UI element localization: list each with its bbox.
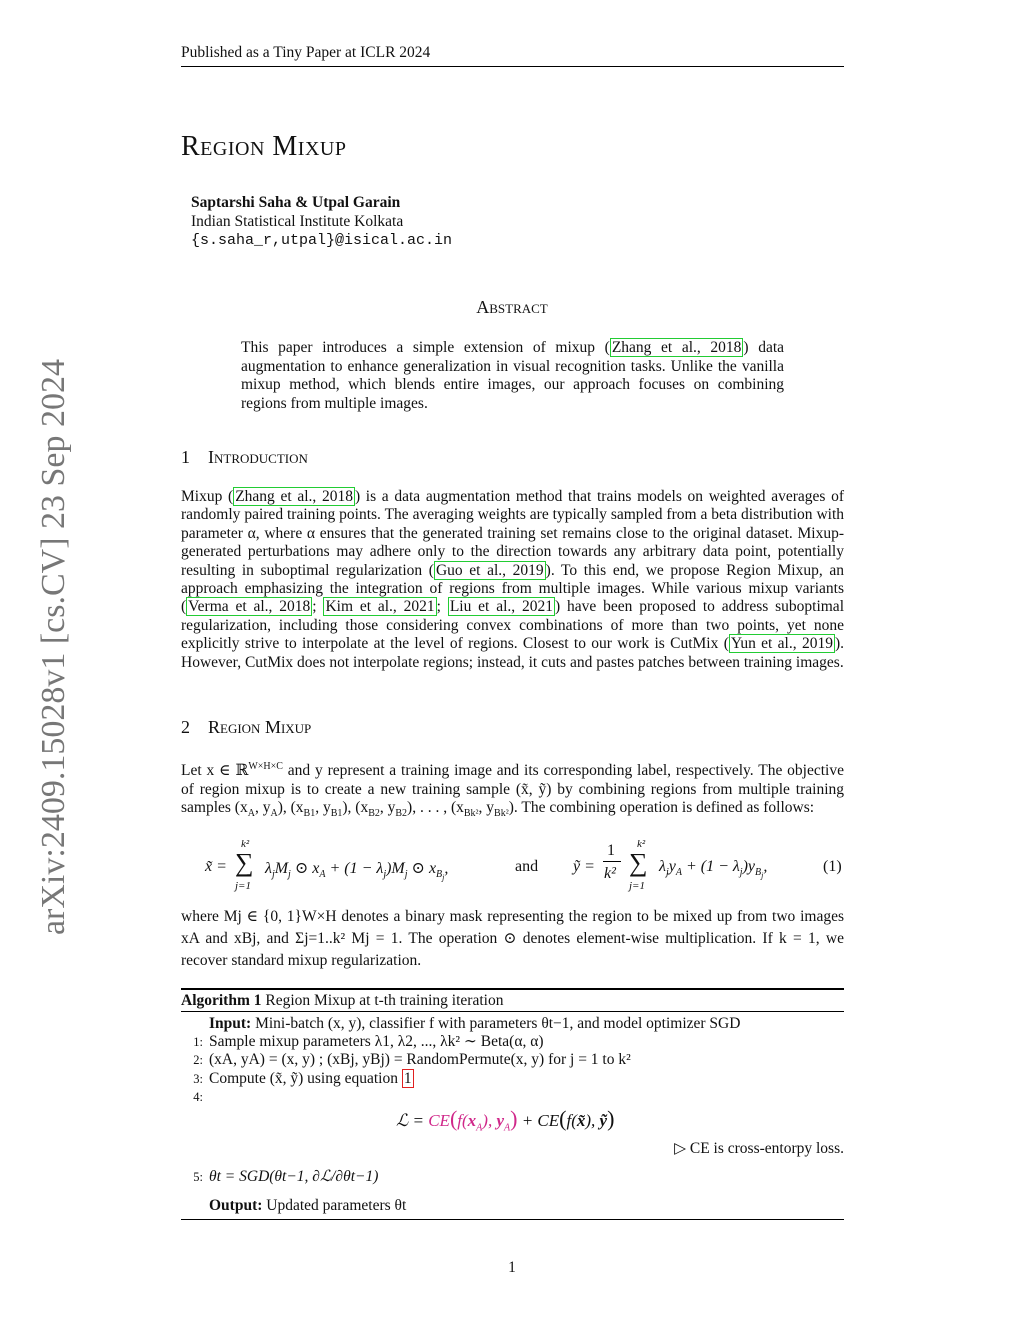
algorithm-line-3: 3: Compute (x̃, ỹ) using equation 1 xyxy=(193,1070,412,1087)
citation-link[interactable]: Liu et al., 2021 xyxy=(449,598,553,616)
introduction-paragraph: Mixup ( Zhang et al., 2018 ) is a data augmentation method that trains models on weighted averages of randomly paired training points. The averaging weights are typically sampled from a beta distribution with parameter α, where α ensures that the generated training set remains close to the original dataset. Mixup-generated perturbations may adhere only to the direction towards any arbitrary data point, potentially resulting in suboptimal regularization ( Guo et al., 2019 ). To this end, we propose Region Mixup, an approach emphasizing the integration of regions from multiple images. While various mixup variants ( Verma et al., 2018 ; Kim et al., 2021 ; Liu et al., 2021 ) have been proposed to address suboptimal regularization, including those considering convex combinations of more than two points, yet none explicitly strive to interpolate at the level of regions. Closest to our work is CutMix ( Yun et al., 2019 ). However, CutMix does not interpolate regions; instead, it cuts and pastes patches between training images. xyxy=(181,488,845,671)
equation-number: (1) xyxy=(823,858,842,875)
author-affiliation: Indian Statistical Institute Kolkata xyxy=(191,213,404,230)
citation-link[interactable]: Zhang et al., 2018 xyxy=(611,339,742,356)
region-mixup-paragraph: Let x ∈ ℝ$^{W\times H\times C}$ and y represent a training image and its corresponding label, respectively. The objective of region mixup is to create a new training sample (x̃, ỹ) by combining regions from multiple training samples ($x_A$, $y_A$), ($x_{B1}$, $y_{B1}$), ($x_{B2}$, $y_{B2}$), . . . , ($x_{Bk^2}$, $y_{Bk^2}$). The combining operation is defined as follows: xyxy=(181,761,844,820)
algorithm-caption: Algorithm 1 Region Mixup at t-th training iteration xyxy=(181,992,504,1009)
author-block xyxy=(191,193,452,250)
page-number: 1 xyxy=(508,1259,516,1276)
citation-link[interactable]: Guo et al., 2019 xyxy=(435,561,544,579)
arxiv-id-label: arXiv:2409.15028v1 [cs.CV] 23 Sep 2024 xyxy=(35,358,72,936)
arxiv-sidebar xyxy=(24,355,84,940)
algorithm-output: Output: Updated parameters θt xyxy=(209,1197,407,1214)
running-header: Published as a Tiny Paper at ICLR 2024 xyxy=(181,44,431,61)
author-email[interactable]: {s.saha_r,utpal}@isical.ac.in xyxy=(191,232,453,249)
algorithm-line-2: 2: (xA, yA) = (x, y) ; (xBj, yBj) = RandomPermute(x, y) for j = 1 to k² xyxy=(193,1051,631,1068)
abstract-heading: Abstract xyxy=(476,297,548,317)
author-names: Saptarshi Saha & Utpal Garain xyxy=(191,194,401,211)
paper-title: Region Mixup xyxy=(181,131,347,162)
algorithm-input: Input: Mini-batch (x, y), classifier f with parameters θt−1, and model optimizer SGD xyxy=(209,1015,741,1032)
algorithm-line-4: 4: xyxy=(193,1090,203,1104)
algorithm-line-1: 1: Sample mixup parameters λ1, λ2, ..., λk² ∼ Beta(α, α) xyxy=(193,1033,544,1050)
header-rule xyxy=(181,66,844,67)
section-heading-region-mixup: 2 Region Mixup xyxy=(181,717,312,737)
algorithm-mid-rule xyxy=(181,1011,844,1012)
algorithm-top-rule xyxy=(181,988,844,990)
citation-link[interactable]: Kim et al., 2021 xyxy=(325,598,435,616)
section-heading-introduction: 1 Introduction xyxy=(181,447,308,467)
citation-link[interactable]: Verma et al., 2018 xyxy=(188,598,311,616)
equation-and: and xyxy=(515,858,539,875)
mask-definition-paragraph: where Mj ∈ {0, 1}W×H denotes a binary mask representing the region to be mixed up from two images xA and xBj, and Σj=1..k² Mj = 1. The operation ⊙ denotes element-wise multiplication. If k = 1, we recover standard mixup regularization. xyxy=(181,908,844,969)
algorithm-line-5: 5: θt = SGD(θt−1, ∂ℒ/∂θt−1) xyxy=(193,1168,379,1185)
equation-1: x̃ = k² ∑ j=1 $\lambda_jM_j$ ⊙ $x_A + (1 - \lambda_j)M_j$ ⊙ $x_{B_j}$, and ỹ = 1 k² k² ∑ j=1 $\lambda_jy_A + (1 - \lambda_j)y_{B_j}$, (1) xyxy=(205,838,842,892)
loss-equation: ℒ = $CE(f(x_A)$, $y_A$) + CE(f(x̃), ỹ) xyxy=(396,1106,615,1134)
abstract-text: This paper introduces a simple extension of mixup ( Zhang et al., 2018 ) data augmentation to enhance generalization in visual recognition tasks. Unlike the vanilla mixup method, which blends entire images, our approach focuses on combining regions from multiple images. xyxy=(241,339,785,412)
algorithm-comment: ▷ CE is cross-entorpy loss. xyxy=(674,1140,844,1157)
citation-link[interactable]: Zhang et al., 2018 xyxy=(235,488,353,505)
algorithm-bottom-rule xyxy=(181,1219,844,1220)
equation-reference-link[interactable]: 1 xyxy=(403,1070,412,1087)
citation-link[interactable]: Yun et al., 2019 xyxy=(730,635,833,653)
